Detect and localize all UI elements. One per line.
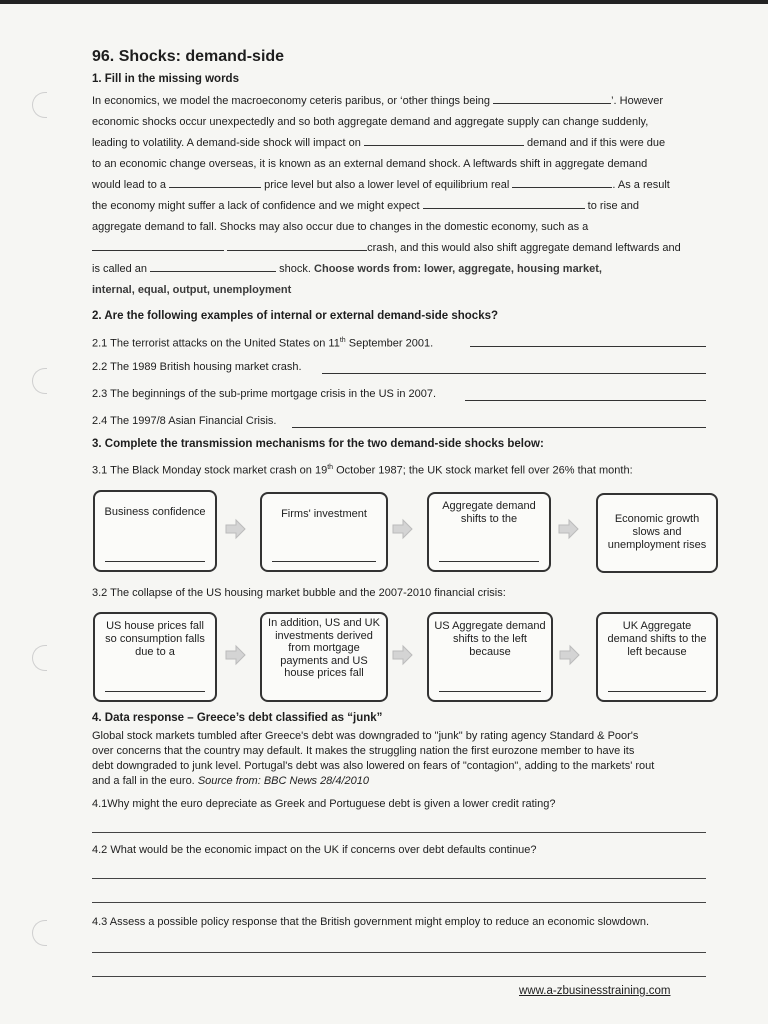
news-excerpt: Global stock markets tumbled after Greece's debt was downgraded to "junk" by rating agency Standard & Poor's over concerns that the country may default. It makes the struggling nation the first eurozone member to have its debt downgraded to junk level. Portugal's debt was also lowered on fears of "contagion", adding to the markets' rout and a fall in the euro. Source from: BBC News 28/4/2010	[92, 730, 655, 787]
flow-box: US house prices fall so consumption falls due to a	[93, 612, 217, 702]
arrow-right-icon	[391, 644, 413, 666]
answer-line[interactable]	[470, 346, 706, 347]
arrow-right-icon	[558, 644, 580, 666]
answer-line[interactable]	[439, 561, 539, 562]
answer-line[interactable]	[92, 976, 706, 977]
answer-line[interactable]	[292, 427, 706, 428]
section-3-heading: 3. Complete the transmission mechanisms for the two demand-side shocks below:	[92, 438, 544, 450]
blank-7[interactable]	[227, 240, 367, 251]
flow-box: In addition, US and UK investments derived from mortgage payments and US house prices fall	[260, 612, 388, 702]
question-2-1: 2.1 The terrorist attacks on the United States on 11th September 2001.	[92, 337, 434, 350]
question-2-4: 2.4 The 1997/8 Asian Financial Crisis.	[92, 415, 277, 427]
answer-line[interactable]	[272, 561, 376, 562]
section-4-heading: 4. Data response – Greece’s debt classified as “junk”	[92, 712, 383, 724]
question-3-1: 3.1 The Black Monday stock market crash on 19th October 1987; the UK stock market fell over 26% that month:	[92, 464, 633, 477]
punch-hole	[32, 368, 47, 394]
blank-2[interactable]	[364, 135, 524, 146]
blank-1[interactable]	[493, 93, 611, 104]
page-title: 96. Shocks: demand-side	[92, 48, 285, 65]
section-1-text: In economics, we model the macroeconomy ceteris paribus, or ‘other things being ’. However economic shocks occur unexpectedly and so both aggregate demand and aggregate supply can change suddenly, leading to volatility. A demand-side shock will impact on demand and if this were due to an economic change overseas, it is known as an external demand shock. A leftwards shift in aggregate demand would lead to a price level but also a lower level of equilibrium real . As a result the economy might suffer a lack of confidence and we might expect to rise and aggregate demand to fall. Shocks may also occur due to changes in the domestic economy, such as a crash, and this would also shift aggregate demand leftwards and is called an shock. Choose words from: lower, aggregate, housing market, internal, equal, output, unemployment	[92, 95, 681, 296]
top-border	[0, 0, 768, 4]
answer-line[interactable]	[322, 373, 706, 374]
arrow-right-icon	[557, 518, 579, 540]
section-2-heading: 2. Are the following examples of internal or external demand-side shocks?	[92, 310, 499, 322]
answer-line[interactable]	[465, 400, 706, 401]
answer-line[interactable]	[92, 878, 706, 879]
answer-line[interactable]	[608, 691, 706, 692]
question-2-3: 2.3 The beginnings of the sub-prime mortgage crisis in the US in 2007.	[92, 388, 437, 400]
arrow-right-icon	[224, 518, 246, 540]
punch-hole	[32, 920, 47, 946]
arrow-right-icon	[224, 644, 246, 666]
punch-hole	[32, 92, 47, 118]
section-1-heading: 1. Fill in the missing words	[92, 73, 239, 85]
flow-box: Economic growth slows and unemployment rises	[596, 493, 718, 573]
blank-6[interactable]	[92, 240, 224, 251]
flow-box: Business confidence	[93, 490, 217, 572]
footer-link[interactable]: www.a-zbusinesstraining.com	[519, 985, 671, 997]
answer-line[interactable]	[439, 691, 541, 692]
answer-line[interactable]	[92, 832, 706, 833]
arrow-right-icon	[391, 518, 413, 540]
punch-hole	[32, 645, 47, 671]
flow-box: US Aggregate demand shifts to the left because	[427, 612, 553, 702]
flow-box: UK Aggregate demand shifts to the left because	[596, 612, 718, 702]
answer-line[interactable]	[92, 902, 706, 903]
question-4-2: 4.2 What would be the economic impact on the UK if concerns over debt defaults continue?	[92, 844, 537, 856]
blank-5[interactable]	[423, 198, 585, 209]
blank-3[interactable]	[169, 177, 261, 188]
question-4-1: 4.1Why might the euro depreciate as Greek and Portuguese debt is given a lower credit rating?	[92, 798, 556, 810]
question-4-3: 4.3 Assess a possible policy response that the British government might employ to reduce an economic slowdown.	[92, 916, 650, 928]
answer-line[interactable]	[105, 561, 205, 562]
answer-line[interactable]	[105, 691, 205, 692]
question-2-2: 2.2 The 1989 British housing market crash.	[92, 361, 302, 373]
blank-4[interactable]	[512, 177, 612, 188]
question-3-2: 3.2 The collapse of the US housing market bubble and the 2007-2010 financial crisis:	[92, 587, 506, 599]
answer-line[interactable]	[92, 952, 706, 953]
blank-8[interactable]	[150, 261, 276, 272]
flow-box: Aggregate demand shifts to the	[427, 492, 551, 572]
flow-box: Firms' investment	[260, 492, 388, 572]
